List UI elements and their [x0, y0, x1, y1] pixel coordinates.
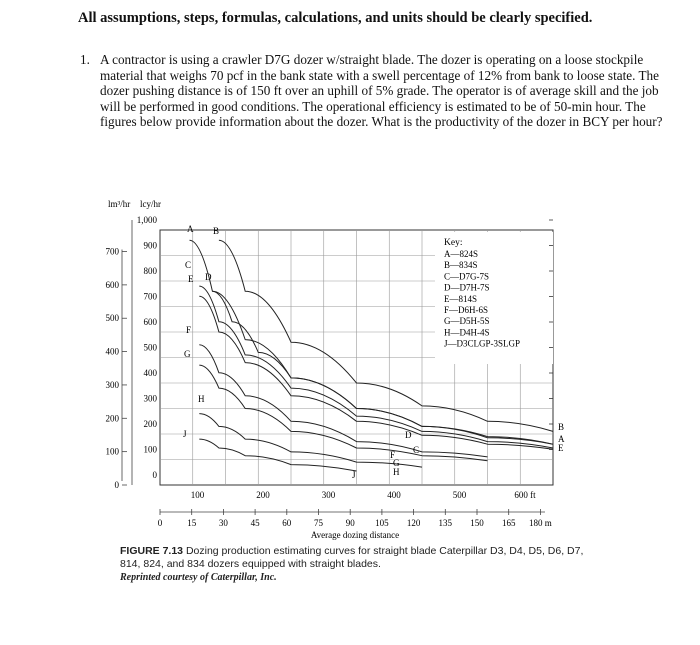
ft-tick-label: 400	[387, 490, 401, 500]
cy-tick-label: 200	[143, 419, 157, 429]
cy-tick-label: 700	[143, 291, 157, 302]
ft-tick-label: 100	[190, 490, 205, 500]
m-tick-label: 0	[157, 518, 163, 528]
key-entry: J—D3CLGP-3SLGP	[444, 338, 521, 349]
figure-credit: Reprinted courtesy of Caterpillar, Inc.	[120, 572, 277, 583]
m-tick-label: 105	[375, 518, 389, 528]
m3-tick-label: 300	[105, 379, 119, 390]
m-tick-label: 165	[501, 518, 516, 528]
curve-label: F	[390, 450, 396, 460]
curve-label: D	[405, 430, 412, 440]
key-entry: F—D6H-6S	[444, 305, 489, 315]
figure-caption-text: Dozing production estimating curves for straight blade Caterpillar D3, D4, D5, D6, D7, 814, 824, and 834 dozers equipped with straight blades.	[120, 545, 584, 570]
m-tick-label: 135	[438, 518, 453, 528]
m3-tick-label: 700	[105, 246, 119, 257]
ft-tick-label: 200	[256, 490, 270, 500]
m-tick-label: 45	[250, 518, 260, 528]
y-axis-label-cy: lcy/hr	[140, 199, 161, 209]
curve-label: G	[184, 349, 191, 359]
key-entry: G—D5H-5S	[444, 316, 490, 327]
figure-caption	[120, 545, 590, 571]
m-tick-label: 75	[314, 518, 323, 528]
curve-label: J	[352, 470, 356, 480]
m-tick-label: 60	[282, 518, 292, 528]
x-axis-label: Average dozing distance	[310, 530, 400, 540]
curve-label: C	[185, 260, 192, 270]
m3-tick-label: 500	[105, 313, 119, 324]
m-tick-label: 150	[470, 518, 484, 528]
cy-tick-label: 900	[143, 240, 157, 251]
cy-tick-label: 1,000	[136, 215, 157, 225]
curve-label: G	[393, 458, 400, 468]
y-axis-label-m3: lm³/hr	[108, 199, 131, 209]
curve-G	[199, 365, 487, 461]
m3-tick-label: 600	[105, 279, 119, 290]
m3-tick-label: 0	[114, 480, 119, 490]
curve-label: B	[558, 422, 565, 432]
m-tick-label: 120	[406, 518, 421, 528]
cy-tick-label: 400	[143, 368, 157, 378]
key-title: Key:	[444, 238, 463, 248]
problem-number: 1.	[80, 52, 90, 67]
key-entry: E—814S	[444, 293, 478, 304]
curve-label: A	[558, 434, 565, 444]
curve-H	[199, 414, 422, 468]
m3-tick-label: 400	[105, 346, 119, 357]
curve-label: E	[558, 443, 564, 453]
ft-tick-label: 600 ft	[514, 490, 536, 500]
key-entry: A—824S	[444, 249, 479, 259]
curve-label: H	[393, 467, 400, 477]
key-entry: B—834S	[444, 260, 478, 271]
key-entry: H—D4H-4S	[444, 327, 490, 338]
curve-label: F	[186, 325, 192, 335]
cy-tick-label: 500	[143, 342, 157, 353]
key-entry: D—D7H-7S	[444, 282, 490, 293]
cy-tick-label: 800	[143, 266, 157, 276]
cy-tick-label: 600	[143, 317, 157, 327]
m-tick-label: 30	[218, 518, 228, 528]
curve-label: J	[183, 429, 187, 439]
curve-J	[199, 439, 356, 471]
cy-tick-label: 300	[143, 393, 157, 404]
m-tick-label: 15	[187, 518, 197, 528]
curve-label: H	[198, 394, 205, 404]
m3-tick-label: 200	[105, 413, 119, 424]
curve-label: A	[187, 224, 194, 234]
m-tick-label: 90	[345, 518, 355, 528]
m-tick-label: 180 m	[529, 518, 552, 528]
curve-label: B	[213, 226, 220, 236]
cy-tick-label: 100	[143, 444, 157, 455]
ft-tick-label: 500	[452, 490, 467, 500]
instructions-header: All assumptions, steps, formulas, calculations, and units should be clearly specified.	[78, 10, 593, 26]
cy-tick-label: 0	[152, 470, 157, 480]
problem-text: A contractor is using a crawler D7G dozer w/straight blade. The dozer is operating on a loose stockpile material that weighs 70 pcf in the bank state with a swell percentage of 12% from bank to loose state. The dozer pushing distance is of 150 ft over an uphill of 5% grade. The operator is of average skill and the job will be performed in good conditions. The operational efficiency is estimated to be of 50-min hour. The figures below provide information about the dozer. What is the productivity of the dozer in BCY per hour?	[100, 52, 663, 130]
curve-label: C	[413, 445, 420, 455]
m3-tick-label: 100	[105, 446, 119, 457]
curve-label: D	[205, 272, 212, 282]
curve-label: E	[188, 274, 194, 284]
figure-label: FIGURE 7.13	[120, 545, 184, 557]
ft-tick-label: 300	[321, 490, 336, 500]
key-entry: C—D7G-7S	[444, 271, 490, 282]
